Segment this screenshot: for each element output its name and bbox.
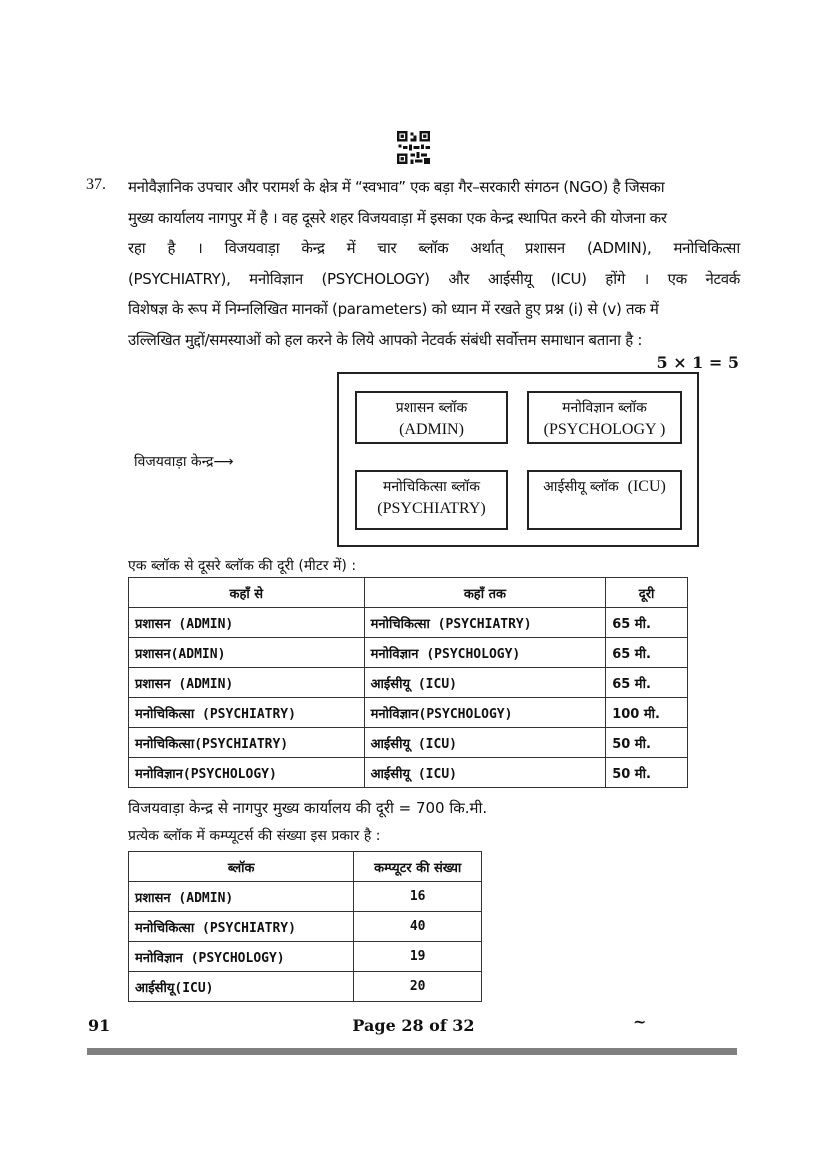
table-row — [129, 912, 482, 942]
cell-count: 20 — [354, 972, 482, 1002]
cell-from — [129, 638, 365, 668]
block-admin — [355, 391, 508, 444]
cell-to-en: (PSYCHOLOGY) — [418, 646, 521, 662]
cell-from — [129, 608, 365, 638]
campus-diagram — [337, 372, 699, 547]
distance-table — [128, 577, 688, 788]
cell-to-hi: मनोविज्ञान — [370, 706, 419, 722]
question-line: रहा है । विजयवाड़ा केन्द्र में चार ब्लॉक अर्थात् प्रशासन (ADMIN), मनोचिकित्सा — [128, 239, 740, 257]
table-row — [129, 638, 688, 668]
block-name-hi: मनोविज्ञान ब्लॉक — [562, 400, 647, 416]
block-name-en: (ICU) — [627, 478, 666, 495]
cell-block-hi: मनोचिकित्सा — [135, 920, 195, 936]
cell-from — [129, 758, 365, 788]
question-line: मुख्य कार्यालय नागपुर में है । वह दूसरे शहर विजयवाड़ा में इसका एक केन्द्र स्थापित करने की योजना कर — [128, 208, 667, 227]
block-name-hi: प्रशासन ब्लॉक — [395, 400, 468, 416]
cell-from-hi: मनोचिकित्सा — [135, 736, 195, 752]
block-psychology — [527, 391, 682, 444]
cell-distance — [606, 608, 688, 638]
header-to: कहाँ तक — [364, 578, 606, 608]
cell-block-en: (PSYCHIATRY) — [194, 920, 296, 936]
table-row — [129, 728, 688, 758]
table-row — [129, 668, 688, 698]
cell-block — [129, 942, 354, 972]
page-number: Page 28 of 32 — [352, 1016, 475, 1035]
cell-to — [364, 698, 606, 728]
cell-from-en: (PSYCHOLOGY) — [182, 766, 277, 782]
center-label — [134, 452, 233, 471]
table-row — [129, 608, 688, 638]
cell-from-en: (PSYCHIATRY) — [194, 706, 296, 722]
cell-to — [364, 758, 606, 788]
center-name: विजयवाड़ा केन्द्र — [134, 454, 214, 470]
cell-block — [129, 912, 354, 942]
cell-to-hi: आईसीयू — [370, 736, 411, 752]
computer-count-table — [128, 851, 482, 1002]
cell-to-en: (PSYCHOLOGY) — [418, 706, 513, 722]
cell-distance-value: 50 मी. — [612, 736, 651, 752]
cell-to — [364, 638, 606, 668]
table-header-row — [129, 852, 482, 882]
cell-to — [364, 668, 606, 698]
cell-block-hi: मनोविज्ञान — [135, 950, 183, 966]
cell-to-en: (ICU) — [410, 766, 457, 782]
cell-to-en: (ICU) — [410, 736, 457, 752]
cell-from — [129, 728, 365, 758]
cell-from-hi: मनोविज्ञान — [135, 766, 183, 782]
question-text — [128, 172, 740, 355]
distance-table-caption: एक ब्लॉक से दूसरे ब्लॉक की दूरी (मीटर में) : — [128, 558, 357, 574]
question-number: 37. — [86, 176, 106, 193]
cell-distance-value: 50 मी. — [612, 766, 651, 782]
cell-distance-value: 65 मी. — [612, 676, 651, 692]
block-name-en: (ADMIN) — [399, 421, 464, 438]
paper-code: 91 — [88, 1016, 111, 1035]
table-row — [129, 758, 688, 788]
question-line: (PSYCHIATRY), मनोविज्ञान (PSYCHOLOGY) और आईसीयू (ICU) होंगे । एक नेटवर्क — [128, 269, 740, 288]
cell-count: 40 — [354, 912, 482, 942]
cell-distance-value: 100 मी. — [612, 706, 660, 722]
table-header-row — [129, 578, 688, 608]
cell-to — [364, 608, 606, 638]
cell-from-en: (ADMIN) — [170, 646, 226, 662]
table-row — [129, 942, 482, 972]
computer-table-caption: प्रत्येक ब्लॉक में कम्प्यूटर्स की संख्या इस प्रकार है : — [128, 828, 381, 844]
cell-distance — [606, 638, 688, 668]
cell-to-hi: आईसीयू — [370, 766, 411, 782]
cell-count: 16 — [354, 882, 482, 912]
cell-distance-value: 65 मी. — [612, 616, 651, 632]
block-psychiatry — [355, 470, 508, 530]
header-count: कम्प्यूटर की संख्या — [354, 852, 482, 882]
table-row — [129, 698, 688, 728]
hq-distance-text: विजयवाड़ा केन्द्र से नागपुर मुख्य कार्यालय की दूरी = 700 कि.मी. — [128, 799, 488, 817]
block-icu — [527, 470, 682, 530]
cell-count: 19 — [354, 942, 482, 972]
question-line: मनोवैज्ञानिक उपचार और परामर्श के क्षेत्र में “स्वभाव” एक बड़ा गैर–सरकारी संगठन (NGO) है जिसका — [128, 178, 665, 196]
cell-block-en: (ICU) — [174, 980, 214, 996]
cell-distance-value: 65 मी. — [612, 646, 651, 662]
footer-divider — [87, 1048, 737, 1055]
cell-block-hi: प्रशासन — [135, 890, 171, 906]
cell-block — [129, 972, 354, 1002]
cell-from-hi: प्रशासन — [135, 676, 171, 692]
cell-distance — [606, 758, 688, 788]
cell-from — [129, 698, 365, 728]
cell-to — [364, 728, 606, 758]
header-from: कहाँ से — [129, 578, 365, 608]
block-name-en: (PSYCHIATRY) — [377, 500, 486, 517]
table-row — [129, 882, 482, 912]
cell-to-hi: आईसीयू — [370, 676, 411, 692]
cell-from-en: (ADMIN) — [170, 676, 234, 692]
question-line: उल्लिखित मुद्दों/समस्याओं को हल करने के लिये आपको नेटवर्क संबंधी सर्वोत्तम समाधान बताना है : — [128, 330, 643, 349]
block-name-hi: मनोचिकित्सा ब्लॉक — [383, 479, 480, 495]
footer-mark: ~ — [633, 1012, 647, 1031]
cell-from-hi: प्रशासन — [135, 646, 171, 662]
cell-to-en: (PSYCHIATRY) — [429, 616, 532, 632]
cell-to-hi: मनोविज्ञान — [370, 646, 419, 662]
cell-block — [129, 882, 354, 912]
table-row — [129, 972, 482, 1002]
cell-from-en: (ADMIN) — [170, 616, 234, 632]
block-name-en: (PSYCHOLOGY ) — [543, 421, 666, 438]
question-line: विशेषज्ञ के रूप में निम्नलिखित मानकों (parameters) को ध्यान में रखते हुए प्रश्न (i) से (v) तक में — [128, 300, 659, 318]
cell-from-hi: मनोचिकित्सा — [135, 706, 195, 722]
cell-block-hi: आईसीयू — [135, 980, 175, 996]
arrow-right-icon: ⟶ — [213, 454, 234, 470]
cell-from — [129, 668, 365, 698]
cell-from-hi: प्रशासन — [135, 616, 171, 632]
header-distance: दूरी — [606, 578, 688, 608]
header-block: ब्लॉक — [129, 852, 354, 882]
block-name-hi: आईसीयू ब्लॉक — [543, 479, 619, 495]
qr-code-icon — [397, 131, 430, 164]
cell-distance — [606, 698, 688, 728]
cell-to-hi: मनोचिकित्सा — [370, 616, 430, 632]
cell-block-en: (PSYCHOLOGY) — [182, 950, 285, 966]
marks-label: 5 × 1 = 5 — [656, 353, 739, 372]
cell-block-en: (ADMIN) — [170, 890, 234, 906]
cell-distance — [606, 728, 688, 758]
cell-distance — [606, 668, 688, 698]
cell-to-en: (ICU) — [410, 676, 457, 692]
cell-from-en: (PSYCHIATRY) — [194, 736, 289, 752]
